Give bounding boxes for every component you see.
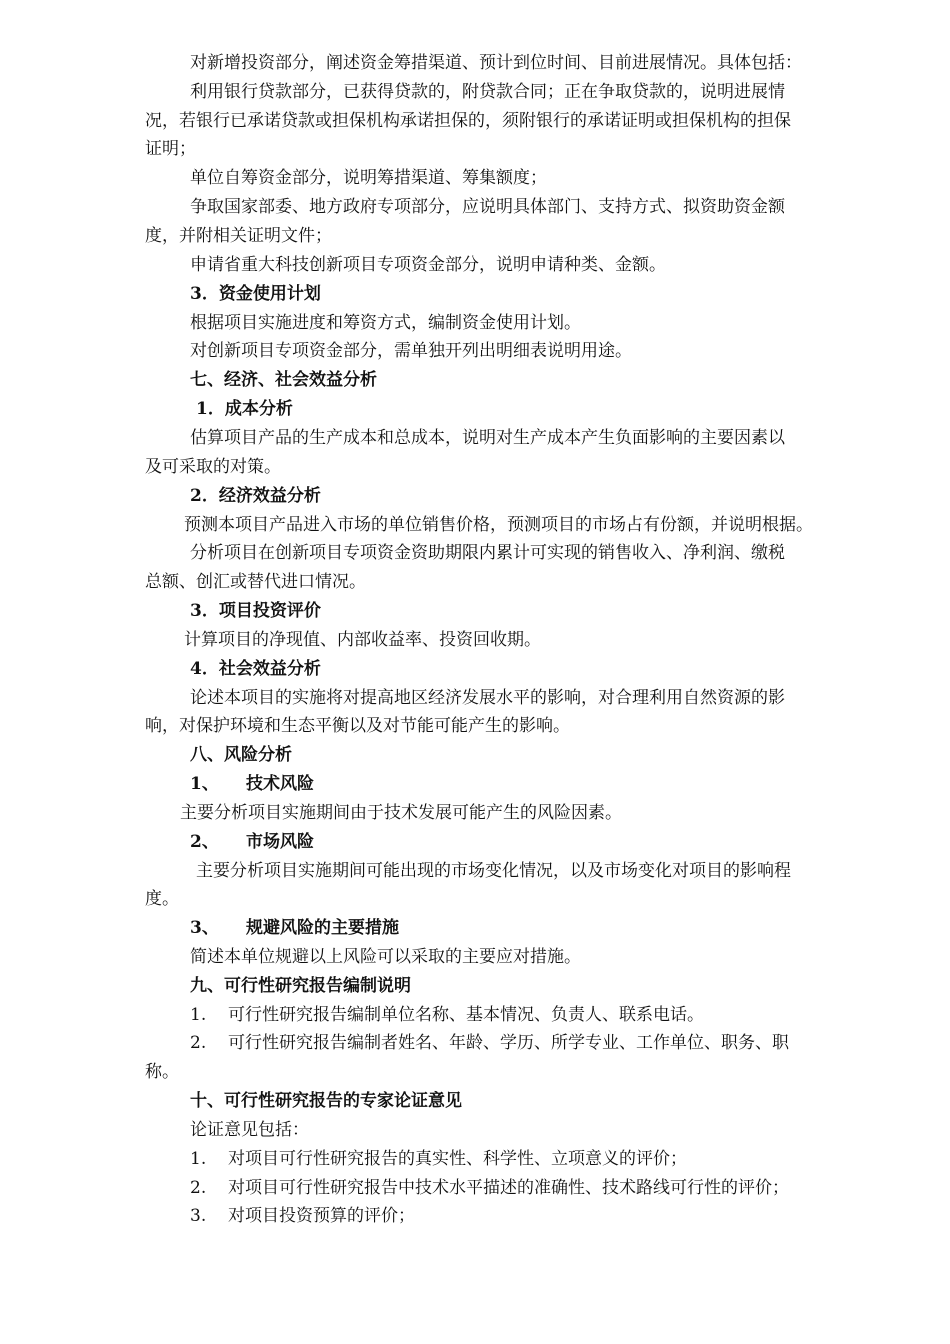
list-item-text: 可行性研究报告编制者姓名、年龄、学历、所学专业、工作单位、职务、职: [228, 1033, 789, 1053]
risk-heading: [190, 831, 930, 853]
risk-title: 市场风险: [246, 832, 314, 852]
paragraph-line: 称。: [145, 1062, 179, 1082]
section-heading: 1．成本分析: [196, 399, 293, 419]
paragraph-line: 简述本单位规避以上风险可以采取的主要应对措施。: [190, 947, 581, 967]
list-item-text: 可行性研究报告编制单位名称、基本情况、负责人、联系电话。: [228, 1005, 704, 1025]
risk-title: 规避风险的主要措施: [246, 918, 399, 938]
paragraph-line: 争取国家部委、地方政府专项部分，应说明具体部门、支持方式、拟资助资金额: [190, 197, 785, 217]
list-number: 1.: [190, 1149, 207, 1169]
risk-heading: [190, 773, 930, 795]
paragraph-line: 分析项目在创新项目专项资金资助期限内累计可实现的销售收入、净利润、缴税: [190, 543, 785, 563]
chapter-heading: 九、可行性研究报告编制说明: [190, 976, 411, 996]
paragraph-line: 总额、创汇或替代进口情况。: [145, 572, 366, 592]
list-number: 3.: [190, 1206, 207, 1226]
risk-title: 技术风险: [246, 774, 314, 794]
paragraph-line: 度，并附相关证明文件；: [145, 226, 332, 246]
section-heading: 3．项目投资评价: [190, 601, 321, 621]
section-heading: 2．经济效益分析: [190, 486, 321, 506]
paragraph-line: 对新增投资部分，阐述资金筹措渠道、预计到位时间、目前进展情况。具体包括：: [190, 53, 802, 73]
risk-number: 1、: [190, 774, 219, 794]
paragraph-line: 况，若银行已承诺贷款或担保机构承诺担保的，须附银行的承诺证明或担保机构的担保: [145, 111, 791, 131]
list-item: [190, 1148, 930, 1170]
paragraph-line: 计算项目的净现值、内部收益率、投资回收期。: [184, 630, 541, 650]
paragraph-line: 论述本项目的实施将对提高地区经济发展水平的影响，对合理利用自然资源的影: [190, 688, 785, 708]
paragraph-line: 响，对保护环境和生态平衡以及对节能可能产生的影响。: [145, 716, 570, 736]
paragraph-line: 根据项目实施进度和筹资方式，编制资金使用计划。: [190, 313, 581, 333]
paragraph-line: 主要分析项目实施期间由于技术发展可能产生的风险因素。: [180, 803, 622, 823]
paragraph-line: 利用银行贷款部分，已获得贷款的，附贷款合同；正在争取贷款的，说明进展情: [190, 82, 785, 102]
list-item-text: 对项目可行性研究报告中技术水平描述的准确性、技术路线可行性的评价；: [228, 1178, 789, 1198]
paragraph-line: 对创新项目专项资金部分，需单独开列出明细表说明用途。: [190, 341, 632, 361]
risk-number: 3、: [190, 918, 219, 938]
paragraph-line: 及可采取的对策。: [145, 457, 281, 477]
paragraph-line: 度。: [145, 889, 179, 909]
paragraph-line: 证明；: [145, 139, 196, 159]
list-item: [190, 1004, 930, 1026]
list-item: [190, 1205, 930, 1227]
list-item-text: 对项目可行性研究报告的真实性、科学性、立项意义的评价；: [228, 1149, 687, 1169]
list-item: [190, 1177, 930, 1199]
paragraph-line: 申请省重大科技创新项目专项资金部分，说明申请种类、金额。: [190, 255, 666, 275]
chapter-heading: 七、经济、社会效益分析: [190, 370, 377, 390]
list-number: 2.: [190, 1033, 207, 1053]
chapter-heading: 十、可行性研究报告的专家论证意见: [190, 1091, 462, 1111]
paragraph-line: 估算项目产品的生产成本和总成本，说明对生产成本产生负面影响的主要因素以: [190, 428, 785, 448]
paragraph-line: 论证意见包括：: [190, 1120, 309, 1140]
chapter-heading: 八、风险分析: [190, 745, 292, 765]
paragraph-line: 预测本项目产品进入市场的单位销售价格，预测项目的市场占有份额，并说明根据。: [184, 515, 813, 535]
section-heading: 3．资金使用计划: [190, 284, 321, 304]
list-number: 2.: [190, 1178, 207, 1198]
risk-number: 2、: [190, 832, 219, 852]
section-heading: 4．社会效益分析: [190, 659, 321, 679]
list-number: 1.: [190, 1005, 207, 1025]
list-item: [190, 1032, 930, 1054]
risk-heading: [190, 917, 930, 939]
paragraph-line: 主要分析项目实施期间可能出现的市场变化情况，以及市场变化对项目的影响程: [196, 861, 791, 881]
list-item-text: 对项目投资预算的评价；: [228, 1206, 415, 1226]
paragraph-line: 单位自筹资金部分，说明筹措渠道、筹集额度；: [190, 168, 547, 188]
